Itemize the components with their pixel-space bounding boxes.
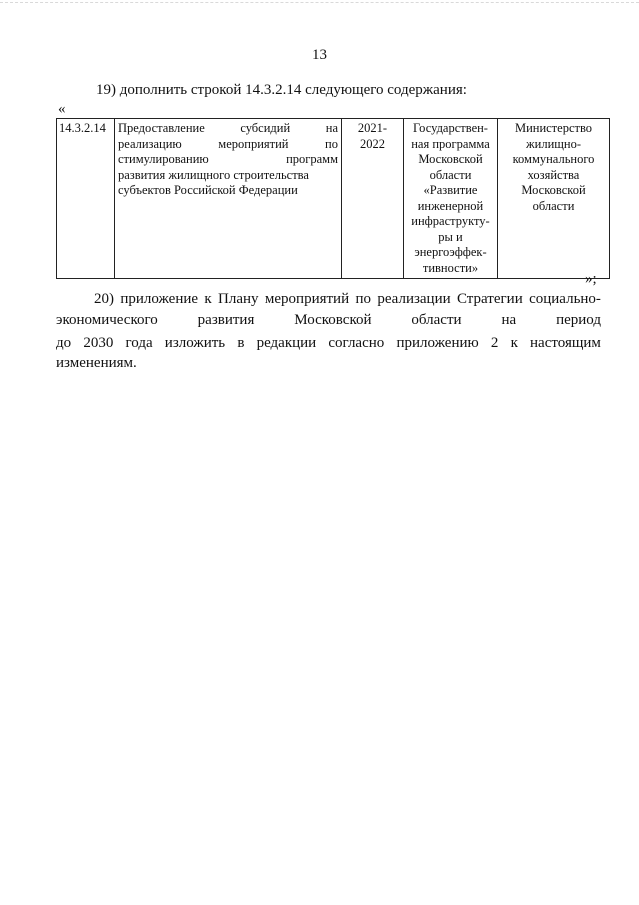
program-line: инженерной (417, 198, 484, 213)
word: к (204, 291, 212, 307)
word: субъектов Российской Федерации (118, 183, 298, 197)
word: субсидий (240, 121, 291, 135)
word: мероприятий (264, 291, 350, 307)
row-number: 14.3.2.14 (59, 121, 106, 135)
paragraph-line (56, 289, 601, 309)
executor-line: коммунального (512, 152, 595, 166)
word: стимулированию (118, 152, 209, 166)
measure-name-line (118, 137, 338, 153)
word: развития жилищного строительства (118, 167, 309, 182)
word: изложить (164, 335, 226, 351)
word: года (125, 335, 153, 351)
word: период (556, 312, 601, 328)
word: до (56, 335, 72, 351)
measure-name-line (118, 152, 338, 168)
word: по (355, 291, 371, 307)
paragraph-line (56, 310, 601, 330)
word: 20) (94, 291, 114, 307)
amendment-intro: 19) дополнить строкой 14.3.2.14 следующего содержания: (96, 82, 467, 98)
executor-line: жилищно- (526, 136, 581, 151)
word: социально- (529, 291, 601, 307)
word: к (510, 335, 518, 351)
executor-line: области (532, 198, 575, 213)
page-top-edge (0, 2, 639, 3)
program-line: области (429, 167, 472, 182)
inserted-row-table (56, 118, 610, 279)
page-number: 13 (312, 47, 327, 63)
years-line: 2021- (357, 121, 388, 135)
word: приложение (120, 291, 199, 307)
word: программ (286, 152, 338, 166)
executor-cell (498, 119, 610, 279)
paragraph-line (56, 333, 601, 353)
word: приложению (396, 335, 479, 351)
word: настоящим (530, 335, 601, 351)
program-cell (404, 119, 498, 279)
closing-quote: »; (585, 271, 597, 287)
program-line: Московской (418, 152, 483, 166)
word: развития (197, 312, 255, 328)
word: Московской (294, 312, 372, 328)
executor-line: Московской (521, 183, 586, 197)
program-line: тивности» (422, 260, 479, 275)
word: редакции (256, 335, 317, 351)
word: изменениям. (56, 355, 137, 371)
word: по (325, 136, 338, 151)
program-line: энергоэффек- (414, 245, 487, 259)
word: 2030 (83, 335, 114, 351)
program-line: ная программа (411, 136, 490, 151)
table-row (57, 119, 610, 279)
word: на (325, 121, 338, 135)
program-line: инфраструкту- (411, 214, 490, 228)
row-number-cell (57, 119, 115, 279)
program-line: Государствен- (413, 121, 488, 135)
measure-name-line (118, 168, 338, 184)
word: на (501, 312, 517, 328)
amendment-paragraph (56, 289, 601, 373)
executor-line: Министерство (514, 121, 593, 135)
measure-name-line (118, 121, 338, 137)
measure-name-cell (115, 119, 342, 279)
executor-line: хозяйства (527, 167, 580, 182)
paragraph-line (56, 353, 601, 373)
word: реализацию (118, 136, 182, 151)
word: области (411, 312, 462, 328)
program-line: ры и (438, 229, 463, 244)
years-cell (342, 119, 404, 279)
word: Стратегии (456, 291, 523, 307)
word: 2 (490, 335, 499, 351)
word: Плану (218, 291, 259, 307)
measure-name-line (118, 183, 338, 199)
word: согласно (328, 335, 385, 351)
years-line: 2022 (360, 136, 385, 151)
word: реализации (377, 291, 451, 307)
word: экономического (56, 312, 158, 328)
word: в (237, 335, 245, 351)
word: Предоставление (118, 121, 205, 135)
opening-quote: « (58, 101, 66, 117)
program-line: «Развитие (423, 183, 478, 197)
word: мероприятий (218, 136, 289, 151)
